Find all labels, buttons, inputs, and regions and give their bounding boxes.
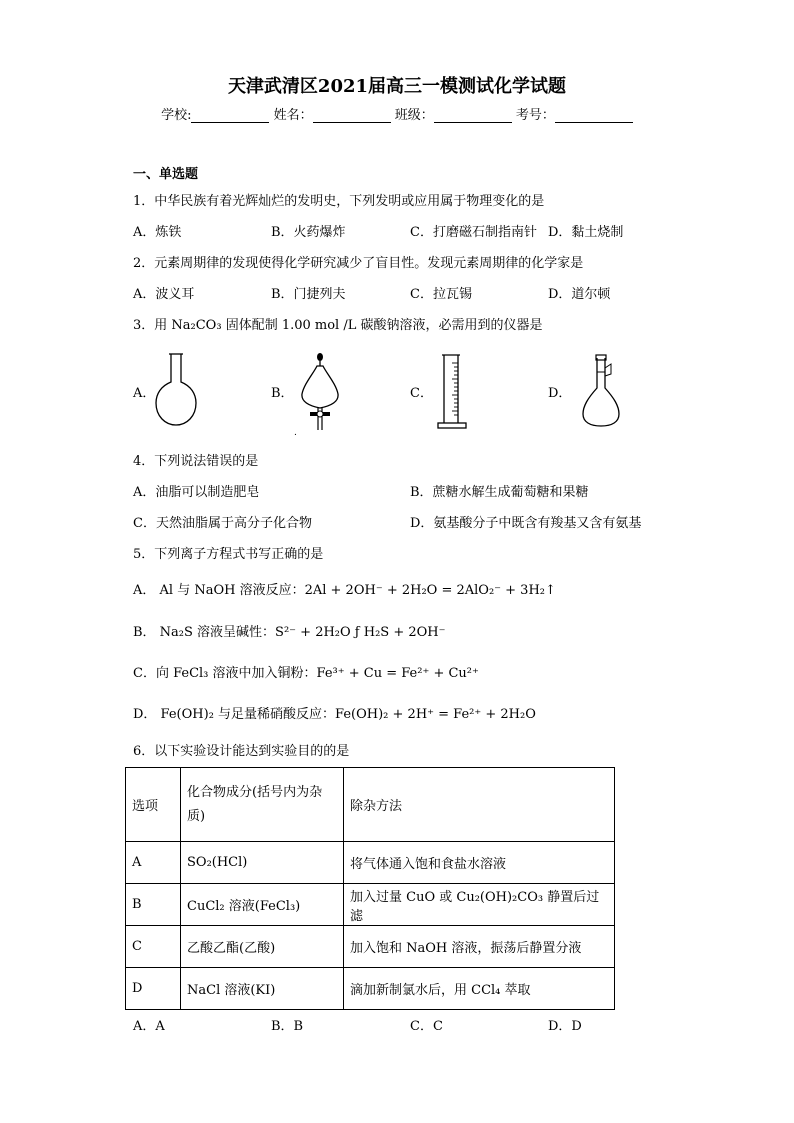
table-header-row bbox=[126, 768, 615, 842]
table-row bbox=[126, 884, 615, 926]
table-row bbox=[126, 926, 615, 968]
q4-option-a: A．油脂可以制造肥皂 bbox=[133, 485, 260, 500]
question-3-stem: 3．用 Na₂CO₃ 固体配制 1.00 mol /L 碳酸钠溶液，必需用到的仪器是 bbox=[133, 318, 543, 333]
school-label: 学校: bbox=[161, 108, 192, 123]
section-heading: 一、单选题 bbox=[133, 167, 199, 182]
q6-option-c: C．C bbox=[410, 1019, 443, 1034]
question-5-stem: 5．下列离子方程式书写正确的是 bbox=[133, 547, 324, 562]
q5-option-a: A． Al 与 NaOH 溶液反应：2Al + 2OH⁻ + 2H₂O = 2AlO₂⁻ + 3H₂↑ bbox=[133, 583, 556, 598]
q1-option-c: C．打磨磁石制指南针 bbox=[410, 225, 537, 240]
q2-option-a: A．波义耳 bbox=[133, 287, 195, 302]
q2-option-c: C．拉瓦锡 bbox=[410, 287, 472, 302]
table-cell: D bbox=[126, 968, 181, 1010]
q5-option-b: B． Na₂S 溶液呈碱性：S²⁻ + 2H₂O ƒ H₂S + 2OH⁻ bbox=[133, 625, 446, 640]
name-label: 姓名： bbox=[273, 108, 313, 123]
table-cell: B bbox=[126, 884, 181, 926]
table-cell: SO₂(HCl) bbox=[181, 842, 344, 884]
q6-option-a: A．A bbox=[133, 1019, 165, 1034]
q6-option-d: D．D bbox=[548, 1019, 582, 1034]
table-header-cell: 化合物成分(括号内为杂 质) bbox=[181, 768, 344, 842]
q1-option-d: D．黏土烧制 bbox=[548, 225, 624, 240]
class-label: 班级： bbox=[394, 108, 434, 123]
exam-number-label: 考号： bbox=[515, 108, 555, 123]
volumetric-flask-icon bbox=[578, 354, 628, 430]
table-row bbox=[126, 842, 615, 884]
q1-option-b: B．火药爆炸 bbox=[271, 225, 346, 240]
table-cell: CuCl₂ 溶液(FeCl₃) bbox=[181, 884, 344, 926]
table-cell: 将气体通入饱和食盐水溶液 bbox=[344, 842, 615, 884]
round-bottom-flask-icon bbox=[154, 352, 198, 428]
q2-option-d: D．道尔顿 bbox=[548, 287, 611, 302]
q2-option-b: B．门捷列夫 bbox=[271, 287, 346, 302]
separatory-funnel-icon bbox=[298, 352, 344, 434]
graduated-cylinder-icon bbox=[436, 353, 470, 431]
table-cell: 滴加新制氯水后，用 CCl₄ 萃取 bbox=[344, 968, 615, 1010]
name-field[interactable] bbox=[313, 109, 391, 123]
q6-option-b: B．B bbox=[271, 1019, 304, 1034]
student-info-line bbox=[0, 104, 794, 123]
q3-option-d: D． bbox=[548, 386, 572, 401]
q5-option-d: D． Fe(OH)₂ 与足量稀硝酸反应：Fe(OH)₂ + 2H⁺ = Fe²⁺ + 2H₂O bbox=[133, 707, 536, 722]
table-header-cell: 选项 bbox=[126, 768, 181, 842]
table-cell: C bbox=[126, 926, 181, 968]
table-cell: 乙酸乙酯(乙酸) bbox=[181, 926, 344, 968]
school-field[interactable] bbox=[191, 109, 269, 123]
q3-option-b: B． bbox=[271, 386, 294, 401]
table-cell: 加入过量 CuO 或 Cu₂(OH)₂CO₃ 静置后过滤 bbox=[344, 884, 615, 926]
purification-table bbox=[125, 767, 615, 1010]
q3-option-c: C． bbox=[410, 386, 433, 401]
q4-option-c: C．天然油脂属于高分子化合物 bbox=[133, 516, 312, 531]
table-row bbox=[126, 968, 615, 1010]
question-2-stem: 2．元素周期律的发现使得化学研究减少了盲目性。发现元素周期律的化学家是 bbox=[133, 256, 584, 271]
question-6-stem: 6．以下实验设计能达到实验目的的是 bbox=[133, 744, 350, 759]
class-field[interactable] bbox=[434, 109, 512, 123]
q4-option-d: D．氨基酸分子中既含有羧基又含有氨基 bbox=[410, 516, 642, 531]
exam-number-field[interactable] bbox=[555, 109, 633, 123]
q4-option-b: B．蔗糖水解生成葡萄糖和果糖 bbox=[410, 485, 589, 500]
table-cell: A bbox=[126, 842, 181, 884]
page-title: 天津武清区2021届高三一模测试化学试题 bbox=[227, 76, 567, 97]
question-1-stem: 1．中华民族有着光辉灿烂的发明史，下列发明或应用属于物理变化的是 bbox=[133, 194, 545, 209]
table-cell: 加入饱和 NaOH 溶液，振荡后静置分液 bbox=[344, 926, 615, 968]
table-header-cell: 除杂方法 bbox=[344, 768, 615, 842]
q1-option-a: A．炼铁 bbox=[133, 225, 182, 240]
question-4-stem: 4．下列说法错误的是 bbox=[133, 454, 259, 469]
q5-option-c: C．向 FeCl₃ 溶液中加入铜粉：Fe³⁺ + Cu = Fe²⁺ + Cu²⁺ bbox=[133, 666, 479, 681]
q3-option-a: A． bbox=[133, 386, 156, 401]
table-cell: NaCl 溶液(KI) bbox=[181, 968, 344, 1010]
